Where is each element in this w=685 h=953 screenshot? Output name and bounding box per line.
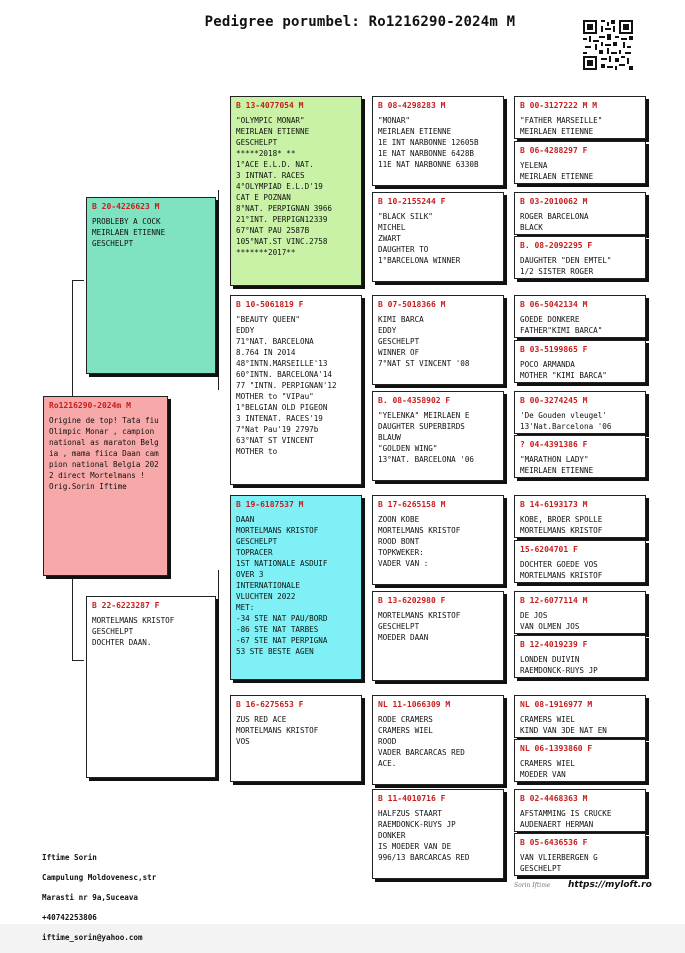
ring-number: B 20-4226623 M (92, 202, 160, 211)
pedigree-card-g14[interactable] (514, 789, 646, 832)
ring-number: B 03-5199865 F (520, 345, 588, 354)
pedigree-card-g13[interactable] (514, 739, 646, 782)
card-text: GOEDE DONKERE FATHER"KIMI BARCA" (520, 315, 603, 335)
card-text: CRAMERS WIEL KIND VAN 3DE NAT EN (520, 715, 607, 735)
pedigree-card-father[interactable] (86, 197, 216, 374)
card-text: "BEAUTY QUEEN" EDDY 71°NAT. BARCELONA 8.764 IN 2014 48°INTN.MARSEILLE'13 60°INTN. BARCELONA'14 77 "INTN. PERPIGNAN'12 MOTHER to "VIPau" 1°BELGIAN OLD PIGEON 3 INTENAT. RACES'19 7°Nat Pau'19 2797b 63°NAT ST VINCENT MOTHER to (236, 315, 337, 456)
page-title: Pedigree porumbel: Ro1216290-2024m M (204, 14, 516, 30)
ring-number: B 05-6436536 F (520, 838, 588, 847)
card-text: "OLYMPIC MONAR" MEIRLAEN ETIENNE GESCHELPT *****2018* ** 1°ACE E.L.D. NAT. 3 INTNAT. RACES 4°OLYMPIAD E.L.D'19 CAT E POZNAN 8°NAT. PERPIGNAN 3966 21°INT. PERPIGN12339 67°NAT PAU 2587B 105°NAT.ST VINC.2758 *******2017** (236, 116, 333, 257)
pedigree-card-mff[interactable] (372, 495, 504, 585)
card-text: "FATHER MARSEILLE" MEIRLAEN ETIENNE (520, 116, 603, 136)
ring-number: B 22-6223287 F (92, 601, 160, 610)
card-text: LONDEN DUIVIN RAEMDONCK-RUYS JP (520, 655, 598, 675)
card-text: MORTELMANS KRISTOF GESCHELPT DOCHTER DAAN. (92, 616, 175, 647)
pedigree-card-fm[interactable] (230, 295, 362, 485)
ring-number: B 13-4077054 M (236, 101, 304, 110)
ring-number: 15-6204701 F (520, 545, 578, 554)
pedigree-card-mf[interactable] (230, 495, 362, 680)
card-text: AFSTAMMING IS CRUCKE AUDENAERT HERMAN (520, 809, 612, 829)
pedigree-card-g9[interactable] (514, 540, 646, 583)
owner-contact (42, 843, 156, 953)
pedigree-card-g0[interactable] (514, 96, 646, 139)
pedigree-card-g6[interactable] (514, 391, 646, 434)
pedigree-card-g11[interactable] (514, 635, 646, 678)
card-text: DAAN MORTELMANS KRISTOF GESCHELPT TOPRACER 1ST NATIONALE ASDUIF OVER 3 INTERNATIONALE VLUCHTEN 2022 MET: -34 STE NAT PAU/BORD -86 STE NAT TARBES -67 STE NAT PERPIGNA 53 STE BESTE AGEN (236, 515, 328, 656)
connector-line (218, 570, 219, 760)
owner-email[interactable]: iftime_sorin@yahoo.com (42, 933, 143, 942)
pedigree-card-g3[interactable] (514, 236, 646, 279)
ring-number: B 06-5042134 M (520, 300, 588, 309)
pedigree-card-subject[interactable] (43, 396, 168, 576)
ring-number: Ro1216290-2024m M (49, 401, 131, 410)
ring-number: B 11-4010716 F (378, 794, 446, 803)
card-text: "BLACK SILK" MICHEL ZWART DAUGHTER TO 1°BARCELONA WINNER (378, 212, 461, 265)
owner-address-line1: Campulung Moldovenesc,str (42, 873, 157, 882)
card-text: ZUS RED ACE MORTELMANS KRISTOF VOS (236, 715, 319, 746)
ring-number: B 17-6265158 M (378, 500, 446, 509)
ring-number: NL 11-1066309 M (378, 700, 451, 709)
ring-number: B 08-4298283 M (378, 101, 446, 110)
pedigree-card-ff[interactable] (230, 96, 362, 286)
pedigree-card-fff[interactable] (372, 96, 504, 186)
pedigree-card-mfm[interactable] (372, 591, 504, 681)
ring-number: B 10-5061819 F (236, 300, 304, 309)
card-text: VAN VLIERBERGEN G GESCHELPT (520, 853, 598, 873)
pedigree-card-ffm[interactable] (372, 192, 504, 282)
pedigree-card-mm[interactable] (230, 695, 362, 782)
card-text: DAUGHTER "DEN EMTEL" 1/2 SISTER ROGER (520, 256, 612, 276)
ring-number: B 00-3274245 M (520, 396, 588, 405)
pedigree-card-g8[interactable] (514, 495, 646, 538)
ring-number: B 12-6077114 M (520, 596, 588, 605)
pedigree-card-g15[interactable] (514, 833, 646, 876)
pedigree-card-fmm[interactable] (372, 391, 504, 481)
card-text: ZOON KOBE MORTELMANS KRISTOF ROOD BONT TOPKWEKER: VADER VAN : (378, 515, 461, 568)
card-text: "YELENKA" MEIRLAEN E DAUGHTER SUPERBIRDS BLAUW "GOLDEN WING" 13°NAT. BARCELONA '06 (378, 411, 475, 464)
ring-number: B 00-3127222 M M (520, 101, 598, 110)
ring-number: B 07-5018366 M (378, 300, 446, 309)
connector-line (72, 660, 84, 661)
ring-number: B. 08-2092295 F (520, 241, 593, 250)
card-text: MORTELMANS KRISTOF GESCHELPT MOEDER DAAN (378, 611, 461, 642)
ring-number: B. 08-4358902 F (378, 396, 451, 405)
qr-code-icon (583, 20, 633, 70)
card-text: "MARATHON LADY" MEIRLAEN ETIENNE (520, 455, 594, 475)
ring-number: B 14-6193173 M (520, 500, 588, 509)
card-text: HALFZUS STAART RAEMDONCK-RUYS JP DONKER IS MOEDER VAN DE 996/13 BARCARCAS RED (378, 809, 470, 862)
card-text: KIMI BARCA EDDY GESCHELPT WINNER OF 7°NAT ST VINCENT '08 (378, 315, 470, 368)
ring-number: B 10-2155244 F (378, 197, 446, 206)
ring-number: NL 08-1916977 M (520, 700, 593, 709)
owner-address-line2: Marasti nr 9a,Suceava (42, 893, 139, 902)
ring-number: B 03-2010062 M (520, 197, 588, 206)
card-text: YELENA MEIRLAEN ETIENNE (520, 161, 594, 181)
card-text: 'De Gouden vleugel' 13'Nat.Barcelona '06 (520, 411, 612, 431)
connector-line (218, 190, 219, 390)
pedigree-card-mother[interactable] (86, 596, 216, 778)
pedigree-card-mmf[interactable] (372, 695, 504, 785)
pedigree-card-g2[interactable] (514, 192, 646, 235)
ring-number: B 16-6275653 F (236, 700, 304, 709)
card-text: RODE CRAMERS CRAMERS WIEL ROOD VADER BARCARCAS RED ACE. (378, 715, 465, 768)
card-text: KOBE, BROER SPOLLE MORTELMANS KRISTOF (520, 515, 603, 535)
pedigree-card-g5[interactable] (514, 340, 646, 383)
card-text: DE JOS VAN OLMEN JOS (520, 611, 580, 631)
card-text: DOCHTER GOEDE VOS MORTELMANS KRISTOF (520, 560, 603, 580)
owner-name: Iftime Sorin (42, 853, 97, 862)
pedigree-card-g7[interactable] (514, 435, 646, 478)
card-text: Origine de top! Tata fiu Olimpic Monar , campion national as maraton Belg ia , mama fiica Daan cam pion national Belgia 202 2 direct Mortelmans ! Orig.Sorin Iftime (49, 416, 159, 491)
pedigree-card-g12[interactable] (514, 695, 646, 738)
signature: Sorin Iftime (514, 882, 551, 889)
ring-number: B 13-6202980 F (378, 596, 446, 605)
pedigree-card-g4[interactable] (514, 295, 646, 338)
ring-number: B 06-4288297 F (520, 146, 588, 155)
owner-phone: +40742253806 (42, 913, 97, 922)
ring-number: B 19-6187537 M (236, 500, 304, 509)
ring-number: NL 06-1393860 F (520, 744, 593, 753)
pedigree-card-mmm[interactable] (372, 789, 504, 879)
ring-number: ? 04-4391386 F (520, 440, 588, 449)
card-text: "MONAR" MEIRLAEN ETIENNE 1E INT NARBONNE 12605B 1E NAT NARBONNE 6428B 11E NAT NARBONNE 6330B (378, 116, 479, 169)
pedigree-card-fmf[interactable] (372, 295, 504, 385)
connector-line (72, 280, 84, 281)
card-text: CRAMERS WIEL MOEDER VAN (520, 759, 575, 779)
card-text: PROBLEBY A COCK MEIRLAEN ETIENNE GESCHELPT (92, 217, 166, 248)
ring-number: B 02-4468363 M (520, 794, 588, 803)
website-link[interactable]: https://myloft.ro (568, 880, 652, 890)
card-text: ROGER BARCELONA BLACK (520, 212, 589, 232)
ring-number: B 12-4019239 F (520, 640, 588, 649)
card-text: POCO ARMANDA MOTHER "KIMI BARCA" (520, 360, 607, 380)
pedigree-card-g1[interactable] (514, 141, 646, 184)
pedigree-card-g10[interactable] (514, 591, 646, 634)
